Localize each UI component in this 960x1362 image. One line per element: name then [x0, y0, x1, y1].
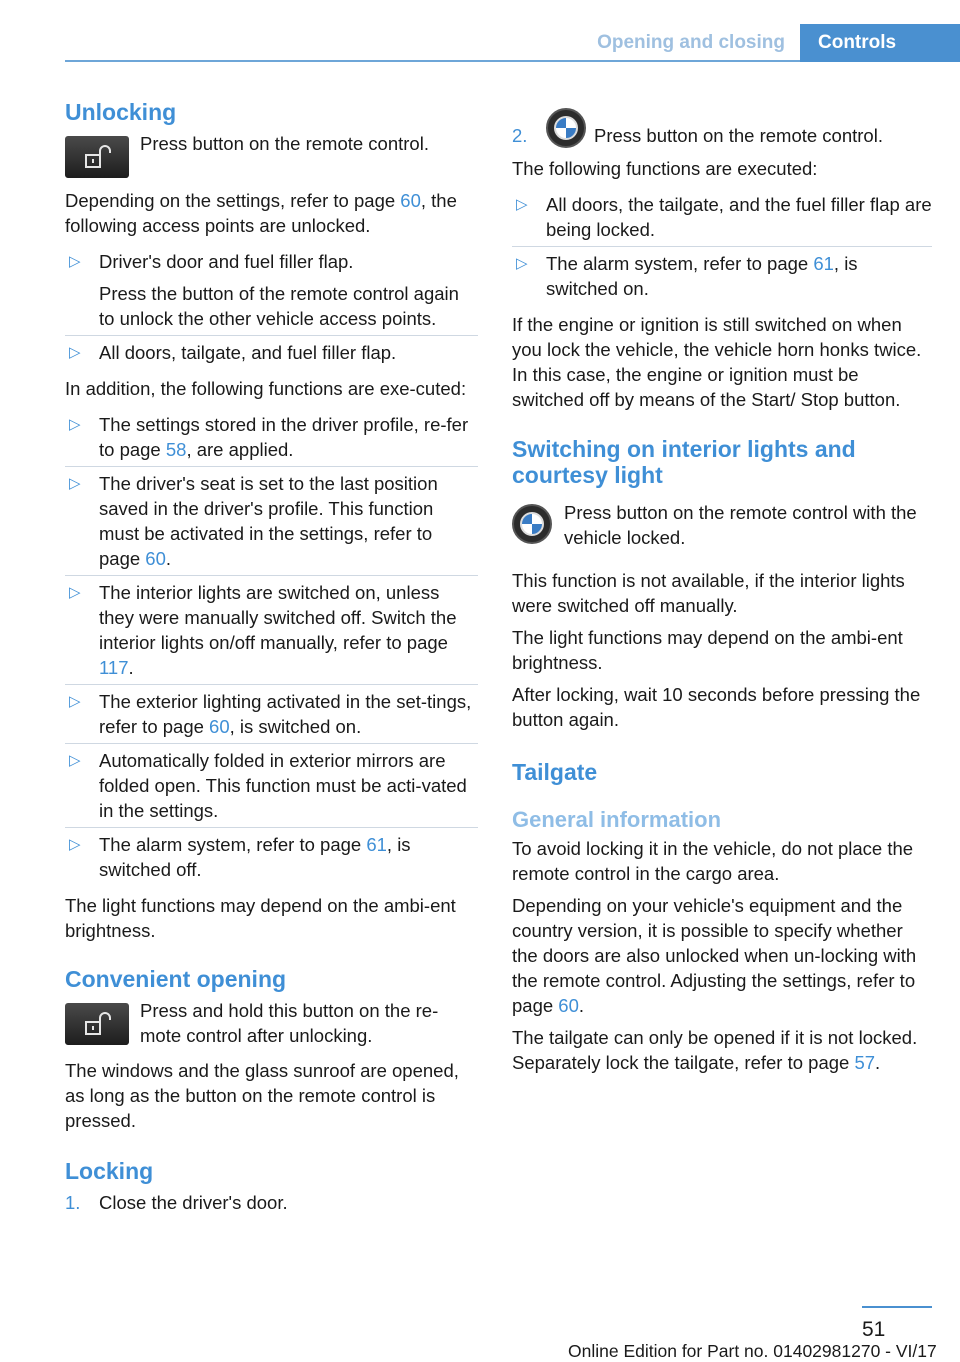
- triangle-bullet-icon: ▷: [69, 416, 81, 433]
- addition-paragraph: In addition, the following functions are exe‐cuted:: [65, 378, 467, 399]
- step-text: Press button on the remote control.: [594, 125, 883, 146]
- after-locking-paragraph: After locking, wait 10 seconds before pressing the button again.: [512, 684, 921, 730]
- text: The interior lights are switched on, unless they were manually switched off. Switch the interior lights on/off manually, refer to page: [99, 582, 457, 653]
- locking-step-2: [512, 108, 932, 152]
- executed-list: [512, 188, 932, 305]
- text: Depending on the settings, refer to page: [65, 190, 401, 211]
- page-link[interactable]: 117: [99, 657, 129, 678]
- text: .: [165, 548, 172, 569]
- text: .: [128, 657, 134, 678]
- page-link[interactable]: 60: [145, 548, 166, 569]
- not-available-paragraph: This function is not available, if the interior lights were switched off manually.: [512, 570, 905, 616]
- triangle-bullet-icon: ▷: [69, 584, 81, 601]
- unlock-instruction: [65, 132, 478, 178]
- step-item: [65, 1190, 478, 1215]
- bmw-logo-button-icon: [512, 504, 552, 544]
- text: Automatically folded in exterior mirrors are folded open. This function must be acti‐vated in the settings.: [99, 750, 467, 821]
- text: , is switched off.: [99, 834, 411, 880]
- page-header: [65, 24, 960, 62]
- triangle-bullet-icon: ▷: [69, 475, 81, 492]
- convenient-opening-heading: Convenient opening: [65, 966, 287, 992]
- unlock-button-icon: [65, 1003, 129, 1045]
- list-item: [512, 247, 932, 305]
- ambient-paragraph: The light functions may depend on the ambi‐ent brightness.: [65, 895, 456, 941]
- text: Depending on your vehicle's equipment and the country version, it is possible to specify whether the doors are also unlocked when un‐locking with the remote control. Adjusting the settings, refer to page: [512, 895, 917, 1016]
- step-text: Close the driver's door.: [99, 1192, 288, 1213]
- triangle-bullet-icon: ▷: [516, 196, 528, 213]
- text: , are applied.: [186, 439, 294, 460]
- unlocking-heading: Unlocking: [65, 99, 177, 125]
- ambient-paragraph: The light functions may depend on the ambi‐ent brightness.: [512, 627, 903, 673]
- triangle-bullet-icon: ▷: [69, 693, 81, 710]
- left-column: [65, 98, 478, 1215]
- list-item: [65, 245, 478, 336]
- list-item-text: All doors, tailgate, and fuel filler flap.: [99, 342, 397, 363]
- page-link[interactable]: 61: [813, 253, 834, 274]
- general-paragraph-3: [512, 1025, 932, 1075]
- list-item: [65, 336, 478, 369]
- executed-paragraph: The following functions are executed:: [512, 158, 818, 179]
- list-item: [65, 408, 478, 467]
- general-information-heading: General information: [512, 807, 722, 832]
- access-point-list: [65, 245, 478, 369]
- page-link[interactable]: 60: [400, 190, 421, 211]
- chapter-tab[interactable]: Controls: [800, 24, 960, 62]
- list-item-subtext: Press the button of the remote control again to unlock the other vehicle access points.: [99, 283, 459, 329]
- triangle-bullet-icon: ▷: [69, 836, 81, 853]
- locking-heading: Locking: [65, 1158, 154, 1184]
- step-number: 2.: [512, 125, 528, 146]
- text: The settings stored in the driver profile, re‐fer to page: [99, 414, 469, 460]
- text: , is switched on.: [229, 716, 362, 737]
- section-tab[interactable]: Opening and closing: [597, 32, 785, 53]
- page-link[interactable]: 58: [165, 439, 187, 460]
- interior-lights-heading: Switching on interior lights and courtesy light: [512, 436, 856, 488]
- convenient-opening-instruction: [65, 999, 478, 1048]
- step-number: 1.: [65, 1192, 81, 1213]
- list-item: [65, 685, 478, 744]
- unlock-instruction-text: Press button on the remote control.: [140, 133, 429, 154]
- page-link[interactable]: 57: [854, 1052, 876, 1073]
- edition-footer: Online Edition for Part no. 01402981270 - VI/17: [568, 1341, 937, 1361]
- text: , the following access points are unlocked.: [65, 190, 457, 236]
- page-link[interactable]: 60: [209, 716, 230, 737]
- list-item: [65, 467, 478, 576]
- convenient-opening-paragraph: The windows and the glass sunroof are opened, as long as the button on the remote control is pressed.: [65, 1060, 459, 1131]
- footer-rule: [862, 1306, 932, 1308]
- triangle-bullet-icon: ▷: [69, 344, 81, 361]
- text: .: [875, 1052, 881, 1073]
- page-number: 51: [862, 1318, 886, 1341]
- list-item: [65, 576, 478, 685]
- text: , is switched on.: [546, 253, 858, 299]
- page-link[interactable]: 60: [558, 995, 579, 1016]
- convenient-opening-text: Press and hold this button on the re‐mote control after unlocking.: [140, 1000, 439, 1046]
- interior-lights-text: Press button on the remote control with the vehicle locked.: [564, 502, 917, 548]
- text: .: [578, 995, 585, 1016]
- text: The exterior lighting activated in the set‐tings, refer to page: [99, 691, 472, 737]
- right-column: [512, 108, 932, 1075]
- unlock-button-icon: [65, 136, 129, 178]
- text: The driver's seat is set to the last position saved in the driver's profile. This function must be activated in the settings, refer to page: [99, 473, 438, 569]
- tailgate-heading: Tailgate: [512, 759, 598, 785]
- text: The alarm system, refer to page: [546, 253, 814, 274]
- triangle-bullet-icon: ▷: [69, 253, 81, 270]
- bmw-logo-button-icon: [546, 108, 586, 148]
- list-item: [65, 828, 478, 886]
- text: All doors, the tailgate, and the fuel filler flap are being locked.: [546, 194, 932, 240]
- general-paragraph-2: [512, 893, 932, 1018]
- list-item-text: Driver's door and fuel filler flap.: [99, 251, 354, 272]
- page-link[interactable]: 61: [366, 834, 387, 855]
- text: The alarm system, refer to page: [99, 834, 367, 855]
- triangle-bullet-icon: ▷: [69, 752, 81, 769]
- text: The tailgate can only be opened if it is not locked. Separately lock the tailgate, refer to page: [512, 1027, 918, 1073]
- list-item: [512, 188, 932, 247]
- function-list: [65, 408, 478, 886]
- locking-steps: [65, 1190, 478, 1215]
- unlock-paragraph: [65, 188, 478, 238]
- engine-paragraph: If the engine or ignition is still switched on when you lock the vehicle, the vehicle horn honks twice. In this case, the engine or ignition must be switched off by means of the Start/ Stop button.: [512, 314, 922, 410]
- list-item: [65, 744, 478, 828]
- general-paragraph-1: To avoid locking it in the vehicle, do not place the remote control in the cargo area.: [512, 838, 914, 884]
- interior-lights-instruction: [512, 500, 932, 550]
- triangle-bullet-icon: ▷: [516, 255, 528, 272]
